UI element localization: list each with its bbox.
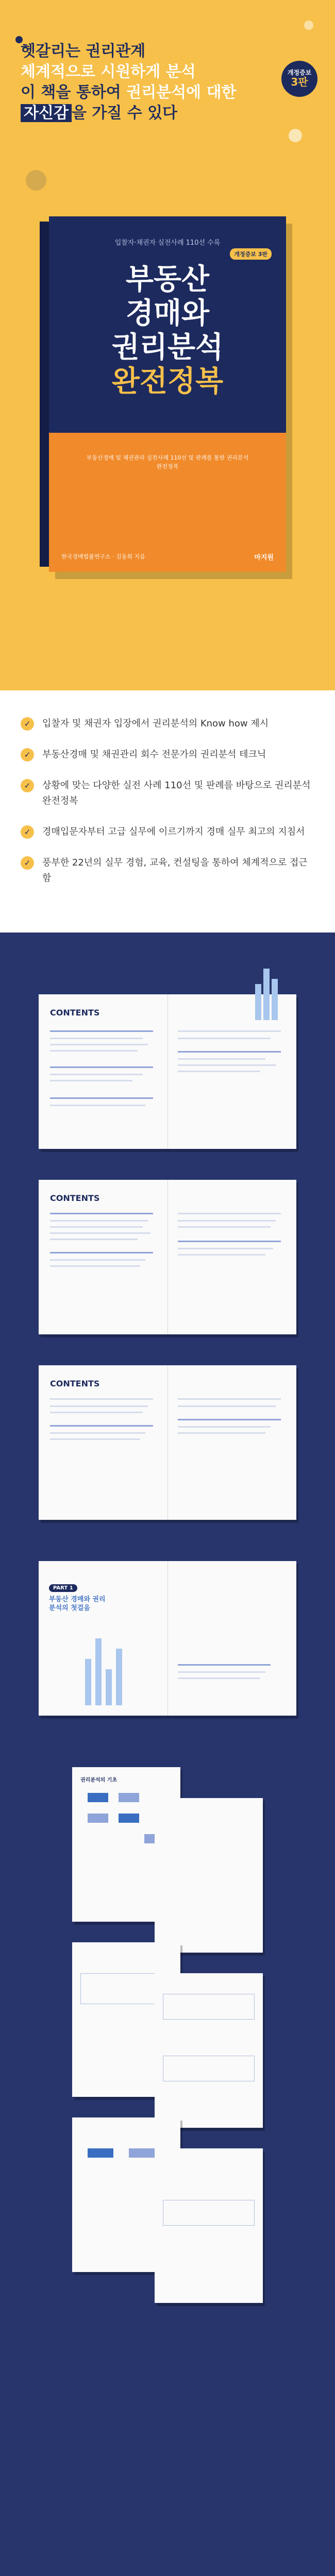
book-subtitle: 입찰자·채권자 실전사례 110선 수록 <box>114 239 221 247</box>
edition-badge: 개정증보 3판 <box>281 61 317 97</box>
feature-item: ✓ 풍부한 22년의 실무 경험, 교육, 컨설팅을 통하여 체계적으로 접근함 <box>21 855 314 886</box>
book-publisher: 마지원 <box>254 554 274 562</box>
book-band <box>49 433 286 572</box>
inner-page-table-2 <box>155 1973 263 2128</box>
book-cover <box>49 216 286 572</box>
book-band-note: 부동산경매 및 채권관리 실전사례 110선 및 판례를 통한 권리분석 완전정복 <box>86 454 249 470</box>
contents-title: CONTENTS <box>50 1008 100 1018</box>
feature-item: ✓ 상황에 맞는 다양한 실전 사례 110선 및 판례를 바탕으로 권리분석 완전정복 <box>21 778 314 809</box>
book-edition-tag: 개정증보 3판 <box>230 248 272 260</box>
contents-title: CONTENTS <box>50 1193 100 1203</box>
hero-banner <box>0 0 335 690</box>
check-icon: ✓ <box>21 779 34 792</box>
book-author: 한국경매법률연구소 · 김동희 지음 <box>61 553 145 560</box>
book-title: 부동산 경매와 권리분석 완전정복 <box>111 263 224 398</box>
headline-line-3: 이 책을 통하여 권리분석에 대한 <box>21 83 237 101</box>
contents-spread-3 <box>39 1365 296 1520</box>
part-name: 부동산 경매와 권리분석의 첫걸음 <box>49 1596 106 1612</box>
headline-line-2: 체계적으로 시원하게 분석 <box>21 63 196 81</box>
headline <box>21 41 320 124</box>
feature-item: ✓ 입찰자 및 채권자 입장에서 권리분석의 Know how 제시 <box>21 716 314 732</box>
inner-page-text <box>155 1798 263 1953</box>
feature-item: ✓ 부동산경매 및 채권관리 회수 전문가의 권리분석 테크닉 <box>21 747 314 762</box>
contents-title: CONTENTS <box>50 1379 100 1388</box>
book-spine <box>40 222 49 567</box>
contents-spread-1 <box>39 994 296 1149</box>
page-header: 권리분석의 기초 <box>80 1777 118 1783</box>
part-label: PART 1 <box>49 1584 77 1592</box>
headline-line-1: 헷갈리는 권리관계 <box>21 42 146 60</box>
inner-page-text-2 <box>155 2148 263 2303</box>
contents-spread-2 <box>39 1180 296 1334</box>
check-icon: ✓ <box>21 748 34 761</box>
check-icon: ✓ <box>21 717 34 731</box>
feature-item: ✓ 경매입문자부터 고급 실무에 이르기까지 경매 실무 최고의 지침서 <box>21 824 314 840</box>
check-icon: ✓ <box>21 825 34 839</box>
page-preview-section <box>0 933 335 2576</box>
check-icon: ✓ <box>21 856 34 870</box>
feature-list <box>0 690 335 933</box>
headline-line-4: 자신감 을 가질 수 있다 <box>21 103 320 124</box>
part-opener-spread <box>39 1561 296 1716</box>
